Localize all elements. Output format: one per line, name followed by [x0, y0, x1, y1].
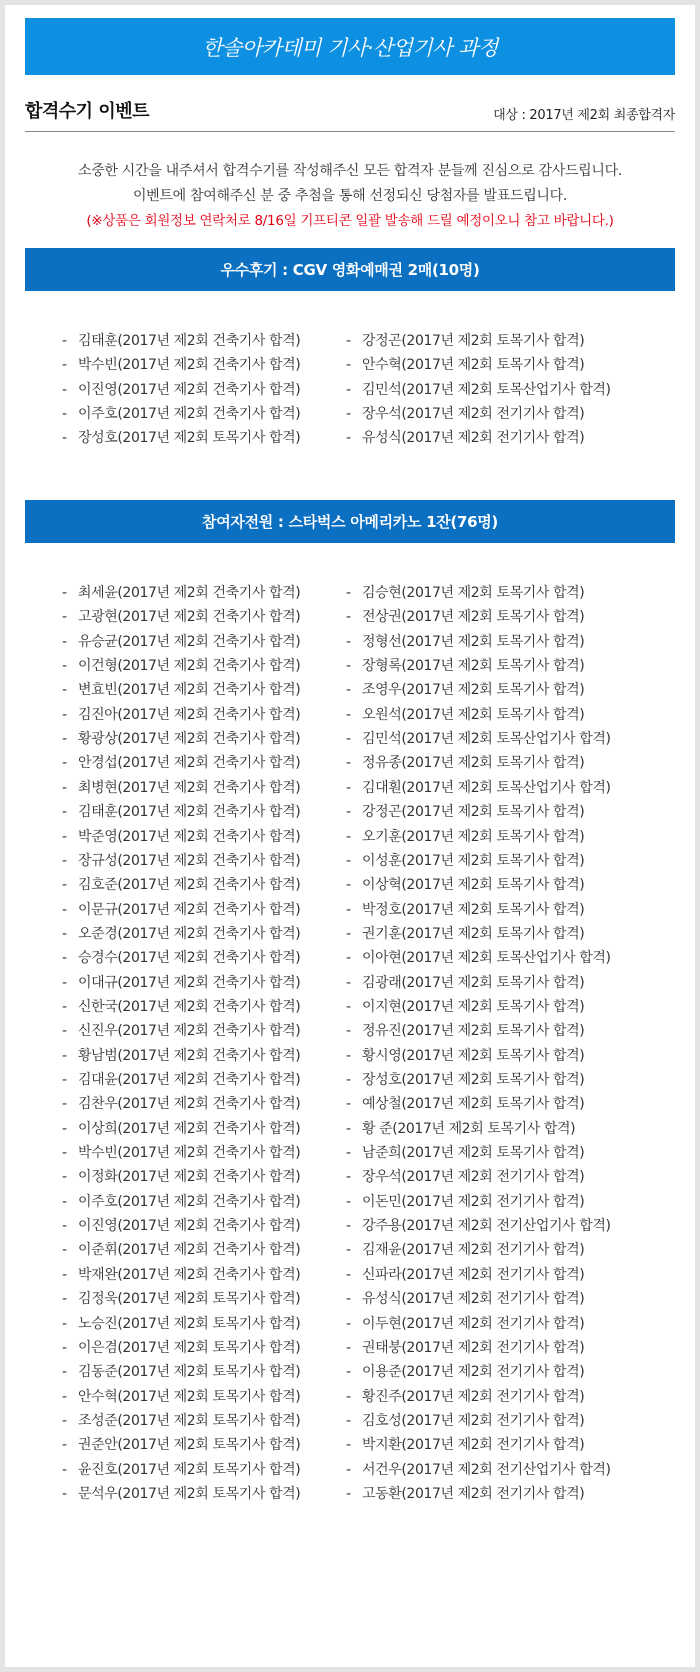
- bullet-dash: -: [346, 1437, 351, 1453]
- page-title: 합격수기 이벤트: [25, 101, 149, 122]
- winner-item: [346, 945, 611, 971]
- bullet-dash: -: [346, 1340, 351, 1356]
- winner-item: [62, 377, 300, 403]
- winner-item: [62, 1067, 300, 1093]
- bullet-dash: -: [62, 1291, 67, 1307]
- winner-item: [346, 799, 584, 825]
- winner-item: [62, 897, 300, 923]
- winner-item: [346, 352, 584, 378]
- winner-item: [62, 726, 300, 752]
- bullet-dash: -: [346, 1316, 351, 1332]
- bullet-dash: -: [62, 406, 67, 422]
- bullet-dash: -: [62, 1413, 67, 1429]
- winner-item: [62, 824, 300, 850]
- winner-item: [346, 1164, 584, 1190]
- winner-item: [346, 1432, 584, 1458]
- winner-item: [346, 1286, 584, 1312]
- winner-item: [62, 1432, 300, 1458]
- winner-entry: 전상권(2017년 제2회 토목기사 합격): [362, 609, 585, 625]
- winner-item: [62, 1457, 300, 1483]
- winner-entry: 고광현(2017년 제2회 건축기사 합격): [78, 609, 301, 625]
- bullet-dash: -: [346, 1096, 351, 1112]
- bullet-dash: -: [62, 1023, 67, 1039]
- winner-entry: 김대훤(2017년 제2회 토목산업기사 합격): [362, 780, 611, 796]
- winner-item: [346, 1116, 575, 1142]
- winner-entry: 안경섭(2017년 제2회 건축기사 합격): [78, 755, 301, 771]
- winner-item: [346, 921, 584, 947]
- bullet-dash: -: [62, 1242, 67, 1258]
- bullet-dash: -: [346, 658, 351, 674]
- winner-entry: 권기훈(2017년 제2회 토목기사 합격): [362, 926, 585, 942]
- winner-entry: 이지현(2017년 제2회 토목기사 합격): [362, 999, 585, 1015]
- bullet-dash: -: [62, 926, 67, 942]
- winner-item: [346, 629, 584, 655]
- bullet-dash: -: [346, 902, 351, 918]
- winner-entry: 유성식(2017년 제2회 전기기사 합격): [362, 1291, 585, 1307]
- bullet-dash: -: [62, 999, 67, 1015]
- bullet-dash: -: [62, 1437, 67, 1453]
- winner-entry: 권준안(2017년 제2회 토목기사 합격): [78, 1437, 301, 1453]
- bullet-dash: -: [62, 1267, 67, 1283]
- winner-entry: 박지환(2017년 제2회 전기기사 합격): [362, 1437, 585, 1453]
- bullet-dash: -: [346, 1072, 351, 1088]
- event-card: [5, 5, 695, 1667]
- bullet-dash: -: [62, 902, 67, 918]
- winner-item: [62, 872, 300, 898]
- bullet-dash: -: [62, 609, 67, 625]
- winner-item: [62, 1140, 300, 1166]
- winner-entry: 이정화(2017년 제2회 건축기사 합격): [78, 1169, 301, 1185]
- winner-item: [62, 604, 300, 630]
- winner-item: [346, 653, 584, 679]
- winner-entry: 이주호(2017년 제2회 건축기사 합격): [78, 406, 301, 422]
- winner-entry: 황광상(2017년 제2회 건축기사 합격): [78, 731, 301, 747]
- bullet-dash: -: [62, 780, 67, 796]
- winner-item: [62, 425, 300, 451]
- winner-entry: 박수빈(2017년 제2회 건축기사 합격): [78, 1145, 301, 1161]
- winner-item: [346, 1457, 611, 1483]
- bullet-dash: -: [346, 609, 351, 625]
- bullet-dash: -: [62, 1096, 67, 1112]
- winner-entry: 김동준(2017년 제2회 토목기사 합격): [78, 1364, 301, 1380]
- winner-item: [346, 425, 584, 451]
- winner-entry: 장규성(2017년 제2회 건축기사 합격): [78, 853, 301, 869]
- heading-divider: [25, 131, 675, 132]
- winner-entry: 윤진호(2017년 제2회 토목기사 합격): [78, 1462, 301, 1478]
- bullet-dash: -: [62, 357, 67, 373]
- winner-item: [62, 1311, 300, 1337]
- winner-entry: 김대윤(2017년 제2회 건축기사 합격): [78, 1072, 301, 1088]
- bullet-dash: -: [62, 731, 67, 747]
- winner-item: [346, 1335, 584, 1361]
- bullet-dash: -: [346, 877, 351, 893]
- winner-item: [346, 1262, 584, 1288]
- winner-item: [62, 1091, 300, 1117]
- winner-entry: 이준휘(2017년 제2회 건축기사 합격): [78, 1242, 301, 1258]
- winner-item: [346, 604, 584, 630]
- winner-item: [62, 629, 300, 655]
- intro-line: 이벤트에 참여해주신 분 중 추첨을 통해 선정되신 당첨자를 발표드립니다.: [132, 188, 568, 204]
- winner-entry: 유승균(2017년 제2회 건축기사 합격): [78, 634, 301, 650]
- winner-entry: 이상희(2017년 제2회 건축기사 합격): [78, 1121, 301, 1137]
- winner-entry: 박준영(2017년 제2회 건축기사 합격): [78, 829, 301, 845]
- section-header-all-participants: 참여자전원 : 스타벅스 아메리카노 1잔(76명): [25, 500, 675, 543]
- winner-entry: 이성훈(2017년 제2회 토목기사 합격): [362, 853, 585, 869]
- winner-item: [62, 1237, 300, 1263]
- bullet-dash: -: [346, 1048, 351, 1064]
- bullet-dash: -: [62, 1194, 67, 1210]
- winner-item: [62, 994, 300, 1020]
- winner-item: [346, 1384, 584, 1410]
- bullet-dash: -: [346, 950, 351, 966]
- winner-entry: 유성식(2017년 제2회 전기기사 합격): [362, 430, 585, 446]
- winner-item: [346, 872, 584, 898]
- bullet-dash: -: [346, 1121, 351, 1137]
- winner-entry: 김민석(2017년 제2회 토목산업기사 합격): [362, 382, 611, 398]
- winner-item: [62, 1164, 300, 1190]
- winner-item: [62, 1043, 300, 1069]
- winner-entry: 이주호(2017년 제2회 건축기사 합격): [78, 1194, 301, 1210]
- bullet-dash: -: [62, 1121, 67, 1137]
- bullet-dash: -: [346, 634, 351, 650]
- winner-entry: 박정호(2017년 제2회 토목기사 합격): [362, 902, 585, 918]
- winner-item: [346, 750, 584, 776]
- winner-entry: 고동환(2017년 제2회 전기기사 합격): [362, 1486, 585, 1502]
- winner-entry: 이건형(2017년 제2회 건축기사 합격): [78, 658, 301, 674]
- winner-item: [62, 1335, 300, 1361]
- winner-item: [346, 1213, 611, 1239]
- winner-entry: 강정곤(2017년 제2회 토목기사 합격): [362, 333, 585, 349]
- winner-entry: 이돈민(2017년 제2회 전기기사 합격): [362, 1194, 585, 1210]
- winner-entry: 김태훈(2017년 제2회 건축기사 합격): [78, 804, 301, 820]
- winner-entry: 변효빈(2017년 제2회 건축기사 합격): [78, 682, 301, 698]
- bullet-dash: -: [62, 1364, 67, 1380]
- bullet-dash: -: [62, 430, 67, 446]
- winner-entry: 노승진(2017년 제2회 토목기사 합격): [78, 1316, 301, 1332]
- winner-item: [346, 401, 584, 427]
- bullet-dash: -: [62, 1389, 67, 1405]
- bullet-dash: -: [62, 1218, 67, 1234]
- winner-entry: 오기훈(2017년 제2회 토목기사 합격): [362, 829, 585, 845]
- winner-item: [62, 1481, 300, 1507]
- winner-item: [346, 1140, 584, 1166]
- winner-entry: 문석우(2017년 제2회 토목기사 합격): [78, 1486, 301, 1502]
- winner-item: [62, 653, 300, 679]
- winner-entry: 장형록(2017년 제2회 토목기사 합격): [362, 658, 585, 674]
- section-header-best-review: 우수후기 : CGV 영화예매권 2매(10명): [25, 248, 675, 291]
- winner-item: [62, 1359, 300, 1385]
- winner-item: [62, 1262, 300, 1288]
- winner-entry: 최세윤(2017년 제2회 건축기사 합격): [78, 585, 301, 601]
- winner-entry: 이은겸(2017년 제2회 토목기사 합격): [78, 1340, 301, 1356]
- bullet-dash: -: [346, 804, 351, 820]
- bullet-dash: -: [346, 382, 351, 398]
- bullet-dash: -: [62, 585, 67, 601]
- winner-entry: 강주용(2017년 제2회 전기산업기사 합격): [362, 1218, 611, 1234]
- intro-text: [25, 159, 675, 234]
- winner-entry: 권태붕(2017년 제2회 전기기사 합격): [362, 1340, 585, 1356]
- bullet-dash: -: [346, 406, 351, 422]
- winner-item: [62, 1189, 300, 1215]
- bullet-dash: -: [62, 1462, 67, 1478]
- bullet-dash: -: [62, 975, 67, 991]
- winner-item: [62, 1384, 300, 1410]
- bullet-dash: -: [62, 1048, 67, 1064]
- winner-entry: 오원석(2017년 제2회 토목기사 합격): [362, 707, 585, 723]
- winner-item: [62, 1018, 300, 1044]
- winner-item: [62, 352, 300, 378]
- bullet-dash: -: [62, 682, 67, 698]
- winner-item: [346, 580, 584, 606]
- winner-item: [62, 921, 300, 947]
- bullet-dash: -: [346, 1242, 351, 1258]
- winner-entry: 장우석(2017년 제2회 전기기사 합격): [362, 406, 585, 422]
- winner-entry: 김태훈(2017년 제2회 건축기사 합격): [78, 333, 301, 349]
- bullet-dash: -: [62, 755, 67, 771]
- target-label: 대상 : 2017년 제2회 최종합격자: [493, 107, 675, 123]
- winner-item: [346, 1091, 584, 1117]
- winner-entry: 김진아(2017년 제2회 건축기사 합격): [78, 707, 301, 723]
- winner-entry: 서건우(2017년 제2회 전기산업기사 합격): [362, 1462, 611, 1478]
- bullet-dash: -: [346, 999, 351, 1015]
- bullet-dash: -: [62, 1169, 67, 1185]
- winner-entry: 정유종(2017년 제2회 토목기사 합격): [362, 755, 585, 771]
- winner-item: [346, 1359, 584, 1385]
- winner-item: [62, 775, 300, 801]
- winner-item: [62, 677, 300, 703]
- winner-entry: 예상철(2017년 제2회 토목기사 합격): [362, 1096, 585, 1112]
- bullet-dash: -: [346, 1169, 351, 1185]
- winner-item: [346, 897, 584, 923]
- bullet-dash: -: [346, 926, 351, 942]
- bullet-dash: -: [346, 1291, 351, 1307]
- intro-line: 소중한 시간을 내주셔서 합격수기를 작성해주신 모든 합격자 분들께 진심으로 감사드립니다.: [77, 163, 622, 179]
- winner-entry: 안수혁(2017년 제2회 토목기사 합격): [78, 1389, 301, 1405]
- bullet-dash: -: [346, 853, 351, 869]
- winner-entry: 김민석(2017년 제2회 토목산업기사 합격): [362, 731, 611, 747]
- winner-item: [346, 970, 584, 996]
- winner-entry: 김찬우(2017년 제2회 건축기사 합격): [78, 1096, 301, 1112]
- winner-item: [62, 799, 300, 825]
- winner-entry: 황 준(2017년 제2회 토목기사 합격): [362, 1121, 576, 1137]
- winner-entry: 김재윤(2017년 제2회 전기기사 합격): [362, 1242, 585, 1258]
- winner-item: [62, 1116, 300, 1142]
- bullet-dash: -: [346, 1389, 351, 1405]
- winner-entry: 오준경(2017년 제2회 건축기사 합격): [78, 926, 301, 942]
- winner-entry: 이대규(2017년 제2회 건축기사 합격): [78, 975, 301, 991]
- winner-item: [346, 994, 584, 1020]
- winner-item: [346, 726, 611, 752]
- winner-item: [62, 1408, 300, 1434]
- bullet-dash: -: [62, 950, 67, 966]
- winner-item: [62, 1286, 300, 1312]
- winner-entry: 김정욱(2017년 제2회 토목기사 합격): [78, 1291, 301, 1307]
- winner-entry: 승경수(2017년 제2회 건축기사 합격): [78, 950, 301, 966]
- winner-entry: 조영우(2017년 제2회 토목기사 합격): [362, 682, 585, 698]
- bullet-dash: -: [346, 731, 351, 747]
- winner-entry: 박재완(2017년 제2회 건축기사 합격): [78, 1267, 301, 1283]
- bullet-dash: -: [346, 1145, 351, 1161]
- winner-entry: 이문규(2017년 제2회 건축기사 합격): [78, 902, 301, 918]
- winner-entry: 장우석(2017년 제2회 전기기사 합격): [362, 1169, 585, 1185]
- winner-entry: 장성호(2017년 제2회 토목기사 합격): [362, 1072, 585, 1088]
- bullet-dash: -: [62, 829, 67, 845]
- winner-item: [346, 1067, 584, 1093]
- winner-item: [346, 677, 584, 703]
- winner-item: [62, 945, 300, 971]
- winner-item: [346, 848, 584, 874]
- winner-entry: 이용준(2017년 제2회 전기기사 합격): [362, 1364, 585, 1380]
- winner-entry: 정유진(2017년 제2회 토목기사 합격): [362, 1023, 585, 1039]
- bullet-dash: -: [346, 1413, 351, 1429]
- winner-item: [346, 328, 584, 354]
- winner-entry: 김호성(2017년 제2회 전기기사 합격): [362, 1413, 585, 1429]
- bullet-dash: -: [346, 1267, 351, 1283]
- bullet-dash: -: [62, 382, 67, 398]
- bullet-dash: -: [346, 357, 351, 373]
- heading-row: [25, 93, 675, 127]
- bullet-dash: -: [346, 333, 351, 349]
- winner-item: [62, 580, 300, 606]
- winner-item: [346, 1481, 584, 1507]
- winner-entry: 박수빈(2017년 제2회 건축기사 합격): [78, 357, 301, 373]
- bullet-dash: -: [346, 707, 351, 723]
- winner-entry: 안수혁(2017년 제2회 토목기사 합격): [362, 357, 585, 373]
- bullet-dash: -: [346, 585, 351, 601]
- bullet-dash: -: [346, 755, 351, 771]
- winner-entry: 황진주(2017년 제2회 전기기사 합격): [362, 1389, 585, 1405]
- winner-entry: 이진영(2017년 제2회 건축기사 합격): [78, 382, 301, 398]
- bullet-dash: -: [62, 804, 67, 820]
- bullet-dash: -: [346, 1194, 351, 1210]
- winner-item: [346, 775, 611, 801]
- bullet-dash: -: [62, 658, 67, 674]
- bullet-dash: -: [62, 1340, 67, 1356]
- bullet-dash: -: [62, 634, 67, 650]
- bullet-dash: -: [62, 1072, 67, 1088]
- winner-item: [346, 1408, 584, 1434]
- winner-entry: 신진우(2017년 제2회 건축기사 합격): [78, 1023, 301, 1039]
- bullet-dash: -: [62, 707, 67, 723]
- winner-entry: 황시영(2017년 제2회 토목기사 합격): [362, 1048, 585, 1064]
- bullet-dash: -: [62, 333, 67, 349]
- winner-item: [346, 377, 611, 403]
- winner-entry: 남준희(2017년 제2회 토목기사 합격): [362, 1145, 585, 1161]
- bullet-dash: -: [346, 780, 351, 796]
- winner-item: [62, 750, 300, 776]
- winner-item: [62, 970, 300, 996]
- delivery-notice: (※상품은 회원정보 연락처로 8/16일 기프티콘 일괄 발송해 드릴 예정이오니 참고 바랍니다.): [86, 213, 614, 229]
- bullet-dash: -: [62, 877, 67, 893]
- winner-entry: 정형선(2017년 제2회 토목기사 합격): [362, 634, 585, 650]
- bullet-dash: -: [346, 1023, 351, 1039]
- winner-entry: 강정곤(2017년 제2회 토목기사 합격): [362, 804, 585, 820]
- winner-entry: 조성준(2017년 제2회 토목기사 합격): [78, 1413, 301, 1429]
- winner-item: [346, 1018, 584, 1044]
- winner-entry: 김호준(2017년 제2회 건축기사 합격): [78, 877, 301, 893]
- winner-item: [62, 401, 300, 427]
- winner-item: [62, 702, 300, 728]
- winner-item: [346, 1237, 584, 1263]
- bullet-dash: -: [62, 1486, 67, 1502]
- winner-entry: 김광래(2017년 제2회 토목기사 합격): [362, 975, 585, 991]
- bullet-dash: -: [346, 430, 351, 446]
- bullet-dash: -: [346, 1218, 351, 1234]
- winner-entry: 최병현(2017년 제2회 건축기사 합격): [78, 780, 301, 796]
- winner-entry: 신한국(2017년 제2회 건축기사 합격): [78, 999, 301, 1015]
- winner-entry: 황남범(2017년 제2회 건축기사 합격): [78, 1048, 301, 1064]
- winner-entry: 이진영(2017년 제2회 건축기사 합격): [78, 1218, 301, 1234]
- course-banner: 한솔아카데미 기사·산업기사 과정: [25, 18, 675, 75]
- bullet-dash: -: [346, 682, 351, 698]
- bullet-dash: -: [346, 1364, 351, 1380]
- winner-entry: 이두현(2017년 제2회 전기기사 합격): [362, 1316, 585, 1332]
- winner-item: [346, 824, 584, 850]
- winner-entry: 이아현(2017년 제2회 토목산업기사 합격): [362, 950, 611, 966]
- winner-item: [346, 1189, 584, 1215]
- winner-item: [62, 1213, 300, 1239]
- bullet-dash: -: [346, 1486, 351, 1502]
- bullet-dash: -: [62, 1145, 67, 1161]
- winner-entry: 이상혁(2017년 제2회 토목기사 합격): [362, 877, 585, 893]
- winner-item: [62, 328, 300, 354]
- winner-item: [346, 1311, 584, 1337]
- bullet-dash: -: [346, 1462, 351, 1478]
- winner-entry: 김승현(2017년 제2회 토목기사 합격): [362, 585, 585, 601]
- winner-entry: 장성호(2017년 제2회 토목기사 합격): [78, 430, 301, 446]
- bullet-dash: -: [346, 975, 351, 991]
- bullet-dash: -: [346, 829, 351, 845]
- winner-item: [346, 1043, 584, 1069]
- winner-entry: 신파라(2017년 제2회 전기기사 합격): [362, 1267, 585, 1283]
- winner-item: [62, 848, 300, 874]
- bullet-dash: -: [62, 853, 67, 869]
- bullet-dash: -: [62, 1316, 67, 1332]
- winner-item: [346, 702, 584, 728]
